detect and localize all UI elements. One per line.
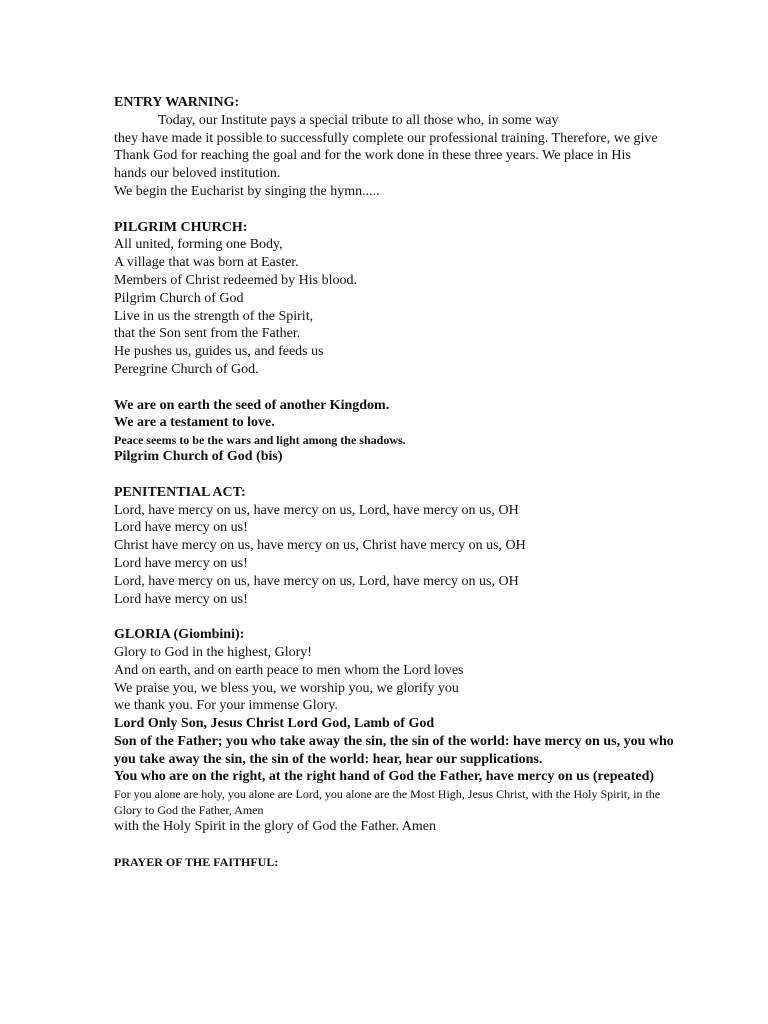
entry-line: hands our beloved institution. — [114, 166, 281, 182]
entry-line: Today, our Institute pays a special tribute to all those who, in some way — [158, 112, 559, 128]
prayer-heading: PRAYER OF THE FAITHFUL: — [114, 854, 279, 869]
gloria-bold-line: Lord Only Son, Jesus Christ Lord God, Lamb of God — [114, 716, 435, 732]
gloria-line: we thank you. For your immense Glory. — [114, 698, 338, 714]
spacer — [114, 608, 714, 626]
gloria-line: And on earth, and on earth peace to men whom the Lord loves — [114, 662, 464, 678]
penitential-line: Lord have mercy on us! — [114, 520, 248, 536]
pilgrim-line: Members of Christ redeemed by His blood. — [114, 272, 358, 288]
pilgrim-chorus-line: Pilgrim Church of God (bis) — [114, 449, 283, 465]
pilgrim-line: Peregrine Church of God. — [114, 361, 259, 377]
gloria-bold-line: You who are on the right, at the right hand of God the Father, have mercy on us (repeated) — [114, 769, 655, 785]
gloria-small-line: Glory to God the Father, Amen — [114, 803, 264, 818]
pilgrim-line: A village that was born at Easter. — [114, 255, 299, 271]
pilgrim-line: Pilgrim Church of God — [114, 290, 244, 306]
gloria-bold-line: Son of the Father; you who take away the sin, the sin of the world: have mercy on us, you who — [114, 733, 674, 749]
entry-heading: ENTRY WARNING: — [114, 95, 240, 110]
gloria-line: Glory to God in the highest, Glory! — [114, 644, 312, 660]
penitential-line: Lord, have mercy on us, have mercy on us, Lord, have mercy on us, OH — [114, 573, 519, 589]
pilgrim-chorus-line: Peace seems to be the wars and light among the shadows. — [114, 433, 406, 448]
penitential-heading: PENITENTIAL ACT: — [114, 484, 246, 500]
gloria-line: We praise you, we bless you, we worship you, we glorify you — [114, 680, 459, 696]
gloria-bold-line: you take away the sin, the sin of the world: hear, hear our supplications. — [114, 751, 543, 767]
entry-line: Thank God for reaching the goal and for the work done in these three years. We place in His — [114, 148, 631, 164]
spacer — [114, 836, 714, 854]
entry-line: We begin the Eucharist by singing the hymn..... — [114, 183, 380, 199]
spacer — [114, 379, 714, 397]
entry-line: they have made it possible to successfully complete our professional training. Therefore, we give — [114, 130, 658, 146]
gloria-heading: GLORIA (Giombini): — [114, 627, 245, 643]
pilgrim-line: that the Son sent from the Father. — [114, 326, 301, 342]
penitential-line: Christ have mercy on us, have mercy on us, Christ have mercy on us, OH — [114, 538, 526, 554]
pilgrim-chorus-line: We are a testament to love. — [114, 415, 275, 431]
pilgrim-heading: PILGRIM CHURCH: — [114, 219, 248, 235]
spacer — [114, 201, 714, 219]
penitential-line: Lord have mercy on us! — [114, 555, 248, 571]
penitential-line: Lord, have mercy on us, have mercy on us, Lord, have mercy on us, OH — [114, 502, 519, 518]
penitential-line: Lord have mercy on us! — [114, 591, 248, 607]
pilgrim-line: All united, forming one Body, — [114, 237, 283, 253]
pilgrim-line: Live in us the strength of the Spirit, — [114, 308, 314, 324]
gloria-closing: with the Holy Spirit in the glory of God the Father. Amen — [114, 819, 436, 835]
pilgrim-chorus-line: We are on earth the seed of another Kingdom. — [114, 397, 390, 413]
document-page — [114, 94, 714, 870]
pilgrim-line: He pushes us, guides us, and feeds us — [114, 344, 324, 360]
gloria-small-line: For you alone are holy, you alone are Lord, you alone are the Most High, Jesus Christ, with the Holy Spirit, in the — [114, 787, 661, 802]
spacer — [114, 466, 714, 484]
